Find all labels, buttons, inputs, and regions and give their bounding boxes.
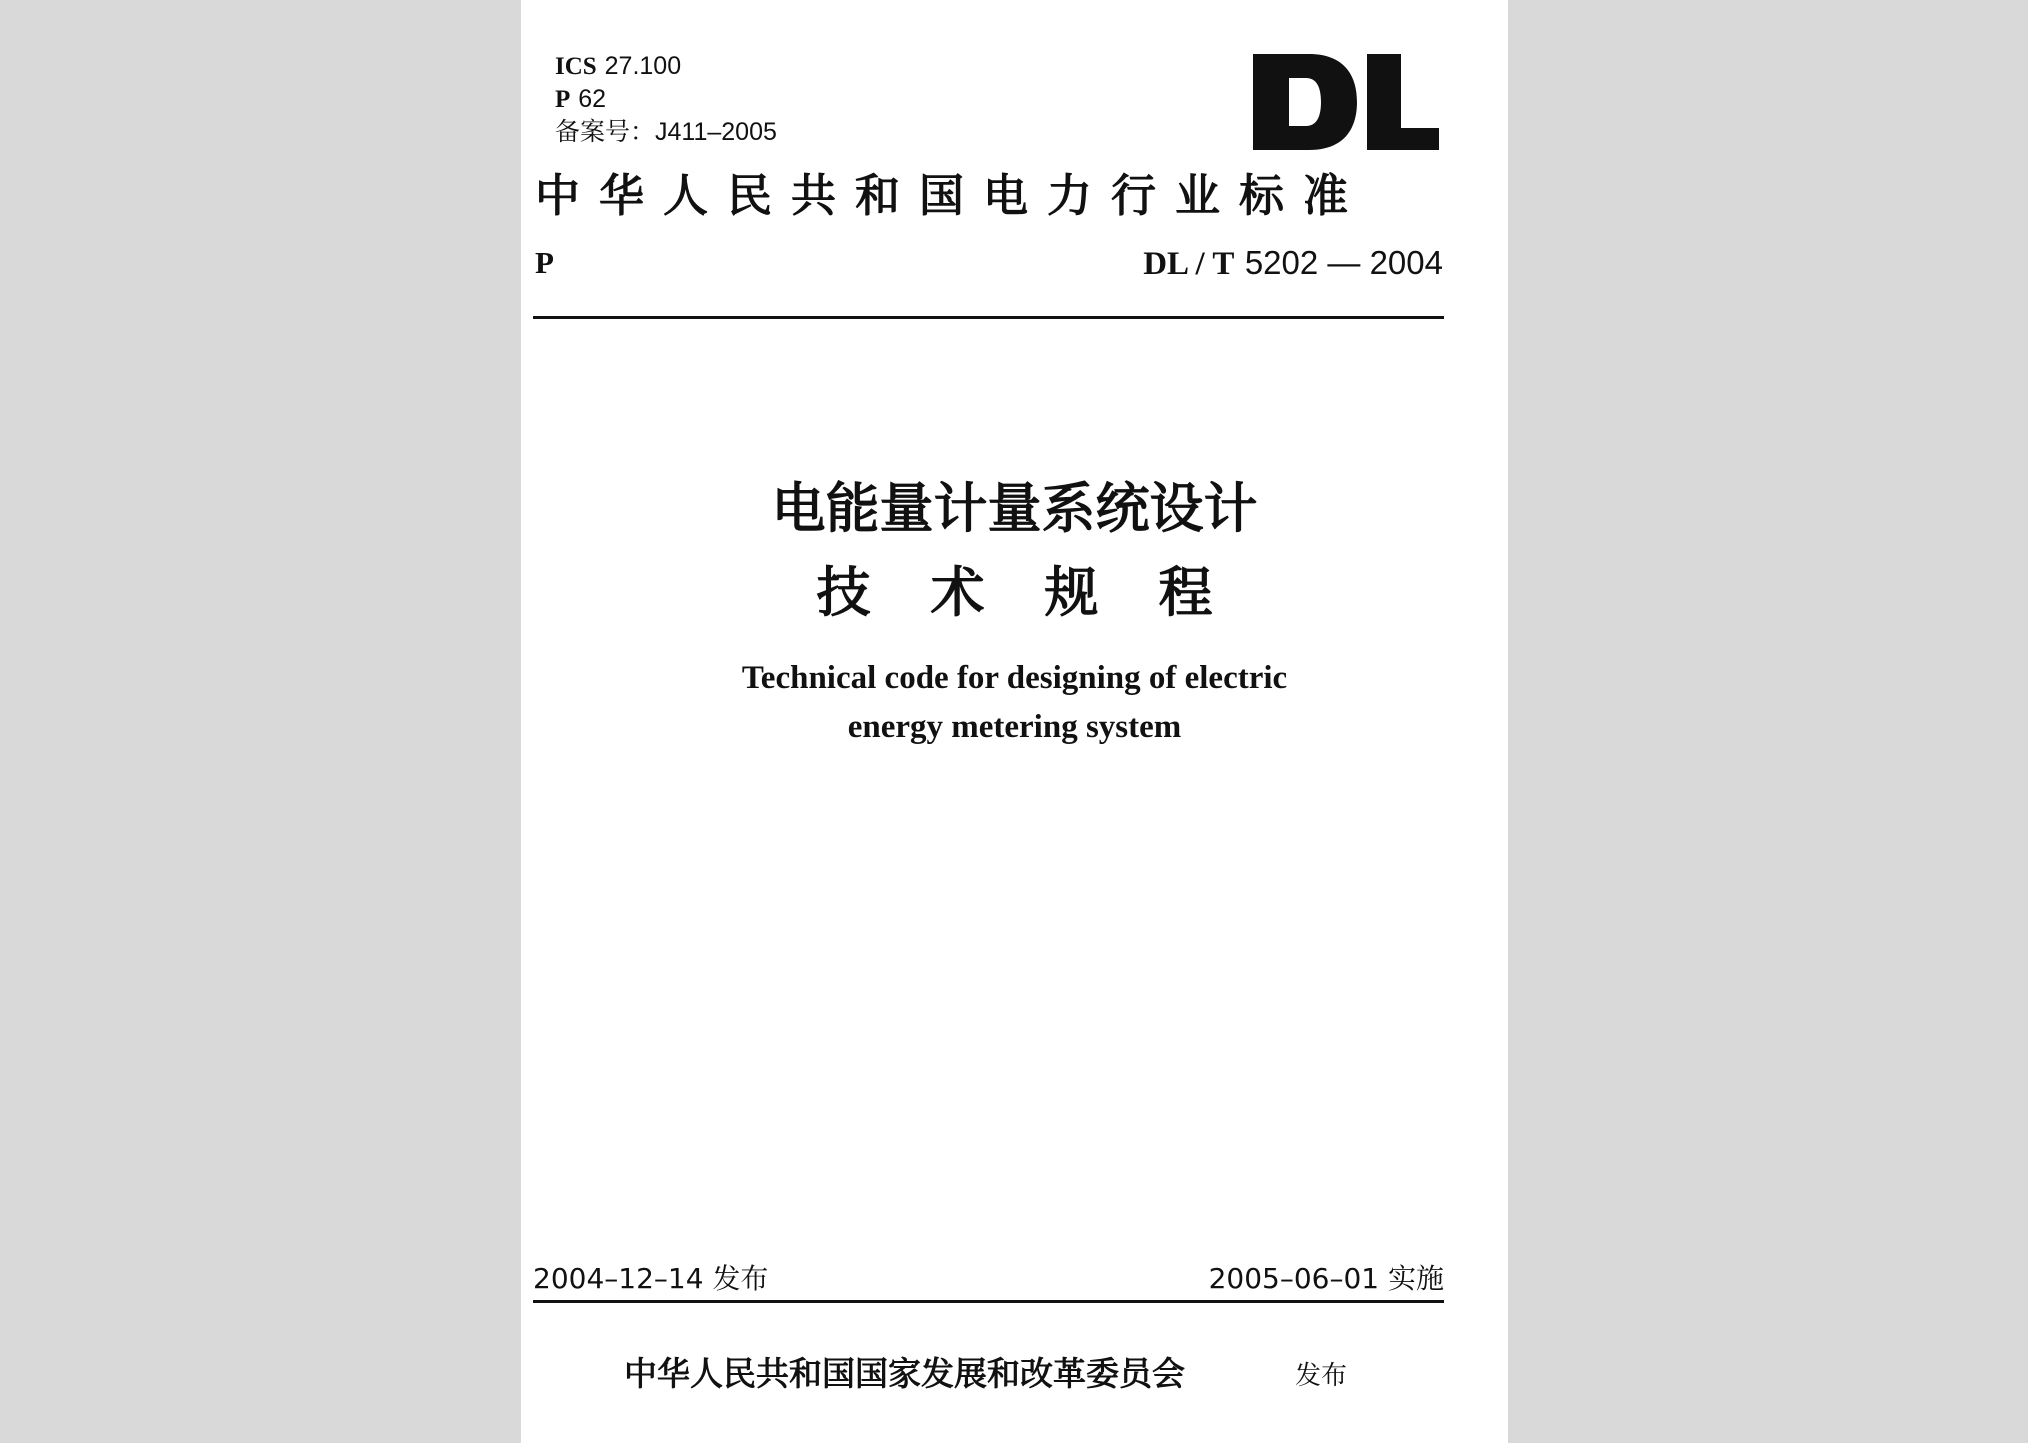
title-cn-line2: 技术规程 [816,561,1273,624]
record-value: J411–2005 [655,118,777,146]
title-en-line1: Technical code for designing of electric [741,660,1288,696]
ics-line [555,50,777,83]
implementation-date: 2005–06–01 实施 [1208,1262,1444,1295]
publisher-action: 发布 [1295,1361,1348,1391]
record-number-line [555,116,777,148]
classification-code: P [535,245,554,280]
publisher-name: 中华人民共和国国家发展和改革委员会 [624,1354,1185,1393]
bottom-divider [533,1300,1444,1303]
p-label: P [555,86,571,113]
record-label: 备案号： [555,117,656,146]
issue-date: 2004–12–14 发布 [533,1262,769,1295]
document-metadata [555,50,777,148]
title-cn-line1: 电能量计量系统设计 [771,477,1258,540]
ics-value: 27.100 [604,52,682,80]
dl-logo [1251,52,1441,152]
p-code-line [555,83,777,116]
logo-text: DL [1251,52,1253,53]
p-value: 62 [578,85,607,113]
top-divider [533,316,1444,319]
ics-label: ICS [555,53,597,80]
standard-number [1143,243,1443,283]
title-en-line2: energy metering system [847,709,1182,745]
industry-standard-heading: 中华人民共和国电力行业标准 [535,169,1368,222]
standard-number-value: 5202 — 2004 [1244,244,1443,281]
standard-prefix: DL / T [1143,246,1235,282]
document-page [521,0,1508,1443]
